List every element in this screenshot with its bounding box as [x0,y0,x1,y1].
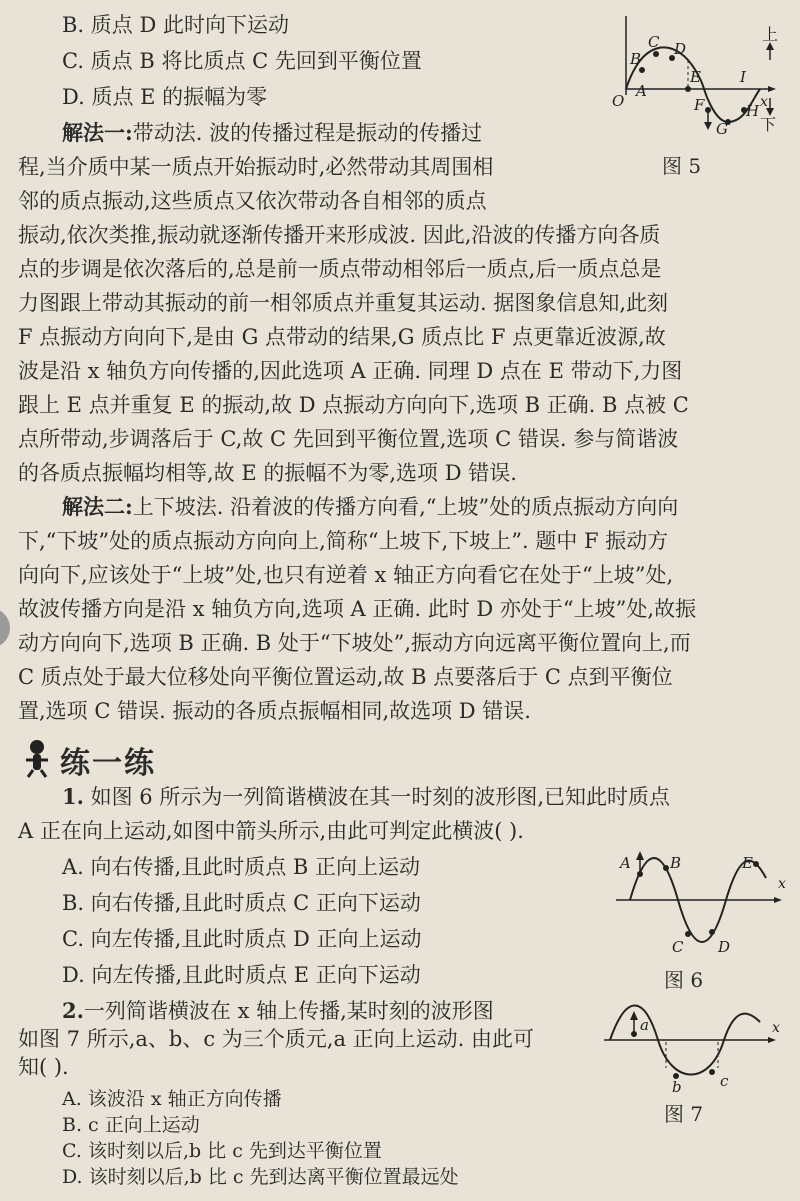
q1-number: 1. [62,784,84,809]
q2-line: 如图 7 所示,a、b、c 为三个质元,a 正向上运动. 由此可 [18,1027,535,1051]
option-b-top: B. 质点 D 此时向下运动 [62,13,289,37]
method1-line: 程,当介质中某一质点开始振动时,必然带动其周围相 [18,155,494,179]
fig7-label: a [640,1016,649,1034]
q1-option: D. 向左传播,且此时质点 E 正向下运动 [62,963,421,987]
fig5-label: A [636,82,647,100]
fig6-label: A [620,854,631,872]
option-d-top: D. 质点 E 的振幅为零 [62,85,268,109]
method1-line: 的各质点振幅均相等,故 E 的振幅不为零,选项 D 错误. [18,461,517,485]
method1-line: 振动,依次类推,振动就逐渐传播开来形成波. 因此,沿波的传播方向各质 [18,223,661,247]
method2-line: 下,“下坡”处的质点振动方向向上,简称“上坡下,下坡上”. 题中 F 振动方 [18,529,669,553]
fig5-axis-x: x [760,94,768,110]
fig5-label: I [740,68,746,86]
method2-text: 上下坡法. 沿着波的传播方向看,“上坡”处的质点振动方向向 [132,495,679,519]
q2-text: 一列简谐横波在 x 轴上传播,某时刻的波形图 [83,999,494,1023]
method2-line: C 质点处于最大位移处向平衡位置运动,故 B 点要落后于 C 点到平衡位 [18,665,673,689]
fig6-axis-x: x [778,876,786,892]
method1-line: F 点振动方向向下,是由 G 点带动的结果,G 质点比 F 点更靠近波源,故 [18,325,666,349]
method2-label: 解法二: [62,494,133,519]
fig6-label: C [672,938,684,956]
figure-6-caption: 图 6 [664,968,704,992]
q2-option: B. c 正向上运动 [62,1114,200,1136]
fig7-axis-x: x [772,1020,780,1036]
method1-label: 解法一: [62,120,133,145]
method2-line: 动方向向下,选项 B 正确. B 处于“下坡处”,振动方向远离平衡位置向上,而 [18,631,691,655]
method1-line: 点所带动,步调落后于 C,故 C 先回到平衡位置,选项 C 错误. 参与简谐波 [18,427,679,451]
q2-option: C. 该时刻以后,b 比 c 先到达平衡位置 [62,1140,382,1162]
method1-line: 点的步调是依次落后的,总是前一质点带动相邻后一质点,后一质点总是 [18,257,662,281]
method1-line: 波是沿 x 轴负方向传播的,因此选项 A 正确. 同理 D 点在 E 带动下,力图 [18,359,683,383]
figure-5-caption: 图 5 [662,154,702,178]
q2-number: 2. [62,998,84,1023]
fig5-label: F [694,96,705,114]
q1-line: A 正在向上运动,如图中箭头所示,由此可判定此横波( ). [18,819,524,843]
method2-line: 向向下,应该处于“上坡”处,也只有逆着 x 轴正方向看它在处于“上坡”处, [18,563,674,587]
fig5-down-label: 下 [760,115,777,134]
method1-line: 跟上 E 点并重复 E 的振动,故 D 点振动方向向下,选项 B 正确. B 点被 C [18,393,689,417]
fig7-label: b [672,1078,682,1096]
fig5-label: E [690,68,701,86]
fig5-label: B [630,50,642,68]
section-title: 练一练 [60,746,156,781]
figure-7-caption: 图 7 [664,1102,704,1126]
fig5-label: H [746,102,760,120]
q2-option: A. 该波沿 x 轴正方向传播 [62,1088,282,1110]
option-c-top: C. 质点 B 将比质点 C 先回到平衡位置 [62,49,422,73]
fig5-up-label: 上 [762,25,779,44]
fig7-label: c [720,1072,729,1090]
method1-text: 带动法. 波的传播过程是振动的传播过 [132,121,483,145]
q1-option: C. 向左传播,且此时质点 D 正向上运动 [62,927,422,951]
q2-option: D. 该时刻以后,b 比 c 先到达离平衡位置最远处 [62,1166,459,1188]
fig6-label: B [670,854,682,872]
fig6-label: E [742,854,753,872]
method1-line: 邻的质点振动,这些质点又依次带动各自相邻的质点 [18,189,487,213]
q1-text: 如图 6 所示为一列简谐横波在其一时刻的波形图,已知此时质点 [90,785,671,809]
fig5-label: G [716,120,728,138]
method2-line: 置,选项 C 错误. 振动的各质点振幅相同,故选项 D 错误. [18,699,531,723]
q1-option: A. 向右传播,且此时质点 B 正向上运动 [62,855,420,879]
fig5-label: O [612,92,625,110]
method2-line: 故波传播方向是沿 x 轴负方向,选项 A 正确. 此时 D 亦处于“上坡”处,故振 [18,597,697,621]
fig5-label: D [674,40,687,58]
method1-line: 力图跟上带动其振动的前一相邻质点并重复其运动. 据图象信息知,此刻 [18,291,669,315]
q2-line: 知( ). [18,1055,69,1079]
q1-option: B. 向右传播,且此时质点 C 正向下运动 [62,891,421,915]
fig5-label: C [648,33,660,51]
fig6-label: D [718,938,731,956]
